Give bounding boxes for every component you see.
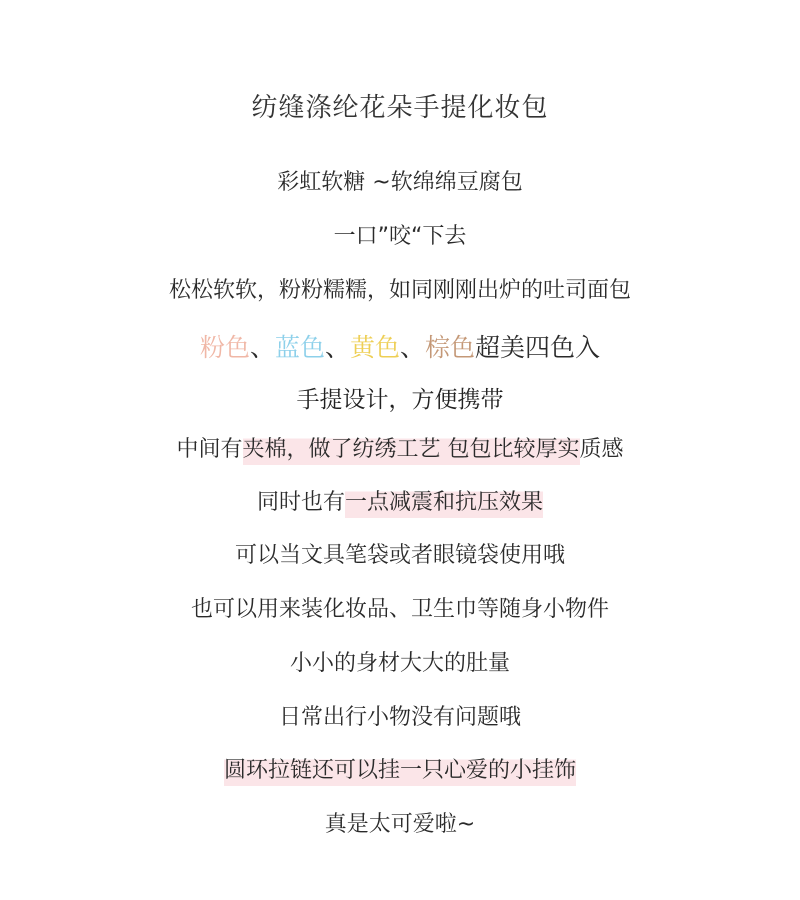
color-yellow-label: 黄色	[350, 333, 401, 362]
color-blue-label: 蓝色	[274, 333, 325, 362]
text-line-12-highlight: 圆环拉链还可以挂一只心爱的小挂饰	[224, 757, 576, 786]
text-line-3: 松松软软，粉粉糯糯，如同刚刚出炉的吐司面包	[168, 278, 631, 303]
text-line-5: 手提设计，方便携带	[296, 387, 504, 413]
color-options-suffix: 超美四色入	[475, 333, 601, 362]
color-options-line	[0, 333, 800, 363]
text-line-12	[0, 758, 800, 784]
text-line-10: 小小的身材大大的肚量	[289, 651, 510, 676]
text-line-7-before: 同时也有	[256, 490, 345, 515]
text-line-13: 真是太可爱啦~	[324, 812, 476, 837]
text-line-11: 日常出行小物没有问题哦	[278, 705, 521, 730]
text-line-7-highlight: 一点减震和抗压效果	[345, 489, 543, 518]
color-brown-label: 棕色	[425, 333, 476, 362]
text-line-1: 彩虹软糖 ~软绵绵豆腐包	[277, 170, 523, 195]
text-line-2: 一口”咬“下去	[333, 224, 467, 249]
text-line-8: 可以当文具笔袋或者眼镜袋使用哦	[234, 543, 565, 568]
separator: 、	[324, 333, 350, 362]
text-line-6	[0, 437, 800, 463]
separator: 、	[400, 333, 426, 362]
text-line-6-before: 中间有	[176, 437, 243, 462]
separator: 、	[249, 333, 275, 362]
text-line-9: 也可以用来装化妆品、卫生巾等随身小物件	[190, 597, 609, 622]
text-line-7	[0, 490, 800, 516]
color-pink-label: 粉色	[199, 333, 250, 362]
text-line-6-after: 质感	[579, 437, 624, 462]
page-title: 纺缝涤纶花朵手提化妆包	[251, 93, 549, 123]
text-line-6-highlight: 夹棉，做了纺绣工艺 包包比较厚实	[243, 436, 580, 465]
